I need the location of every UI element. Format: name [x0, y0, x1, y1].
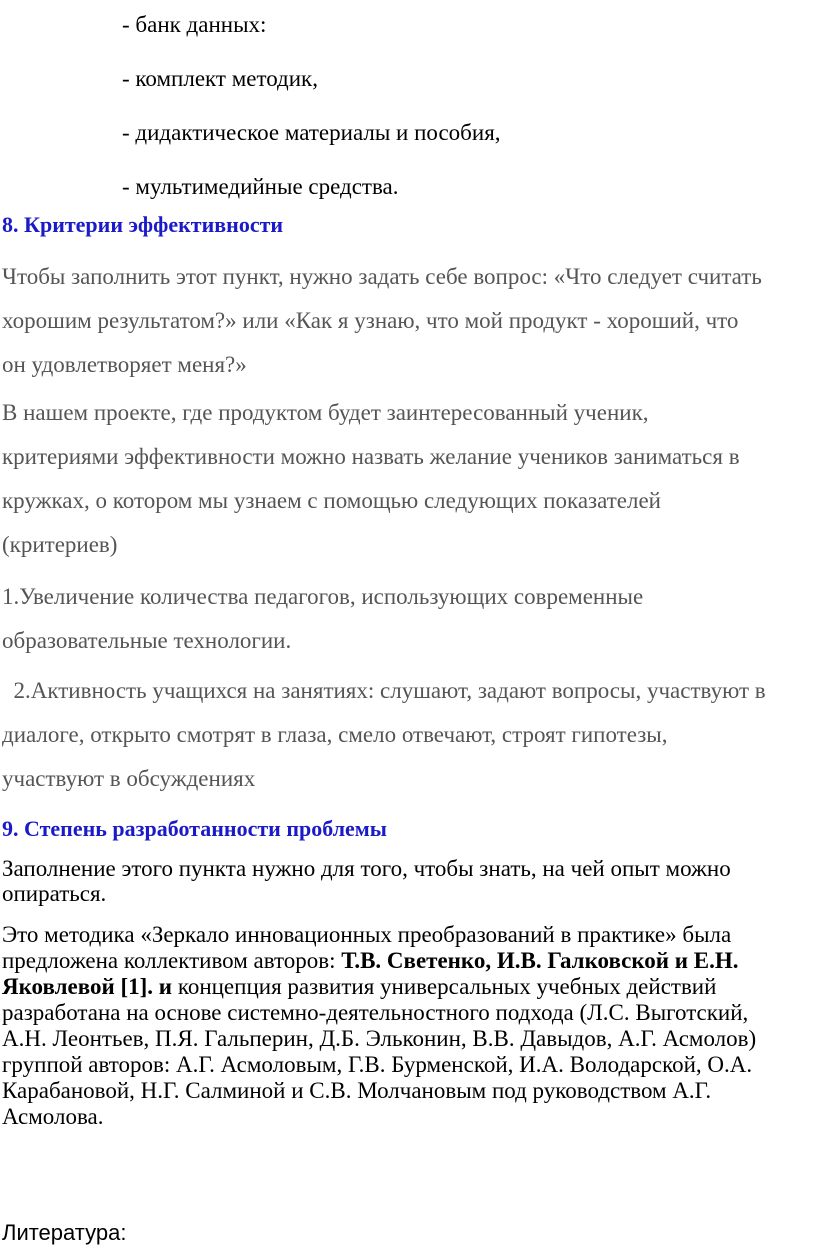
paragraph-text: концепция развития универсальных учебных действий [172, 974, 717, 999]
paragraph-line: Карабановой, Н.Г. Салминой и С.В. Молчановым под руководством А.Г. [2, 1078, 712, 1103]
criteria-item-1-line: 1.Увеличение количества педагогов, использующих современные [2, 584, 644, 609]
paragraph-line [2, 948, 739, 974]
criteria-item-2-line: 2.Активность учащихся на занятиях: слушают, задают вопросы, участвуют в [2, 678, 766, 703]
paragraph-line: хорошим результатом?» или «Как я узнаю, что мой продукт - хороший, что [2, 308, 739, 333]
paragraph-line: Чтобы заполнить этот пункт, нужно задать себе вопрос: «Что следует считать [2, 264, 762, 289]
paragraph-line: критериями эффективности можно назвать желание учеников заниматься в [2, 444, 740, 469]
criteria-item-2-line: участвуют в обсуждениях [2, 766, 256, 791]
bullet-item: - мультимедийные средства. [122, 174, 399, 199]
authors-bold: Яковлевой [1]. и [2, 974, 173, 999]
paragraph-line: опираться. [2, 881, 107, 906]
paragraph-line: группой авторов: А.Г. Асмоловым, Г.В. Бурменской, И.А. Володарской, О.А. [2, 1052, 753, 1077]
bullet-item: - комплект методик, [122, 66, 318, 91]
criteria-item-1-line: образовательные технологии. [2, 628, 292, 653]
literature-label: Литература: [2, 1220, 127, 1245]
criteria-item-2-line: диалоге, открыто смотрят в глаза, смело отвечают, строят гипотезы, [2, 722, 668, 747]
paragraph-line: кружках, о котором мы узнаем с помощью следующих показателей [2, 488, 661, 513]
paragraph-text: предложена коллективом авторов: [2, 948, 342, 973]
section-9-heading: 9. Степень разработанности проблемы [2, 816, 387, 841]
authors-bold: Т.В. Светенко, И.В. Галковской и Е.Н. [341, 948, 739, 973]
paragraph-line: А.Н. Леонтьев, П.Я. Гальперин, Д.Б. Эльконин, В.В. Давыдов, А.Г. Асмолов) [2, 1026, 757, 1051]
bullet-item: - дидактическое материалы и пособия, [122, 120, 501, 145]
paragraph-line: разработана на основе системно-деятельностного подхода (Л.С. Выготский, [2, 1000, 749, 1025]
paragraph-line: Заполнение этого пункта нужно для того, чтобы знать, на чей опыт можно [2, 856, 731, 881]
section-8-heading: 8. Критерии эффективности [2, 212, 284, 237]
paragraph-line: Это методика «Зеркало инновационных преобразований в практике» была [2, 922, 732, 947]
paragraph-line: В нашем проекте, где продуктом будет заинтересованный ученик, [2, 400, 649, 425]
paragraph-line: он удовлетворяет меня?» [2, 352, 247, 377]
paragraph-line: (критериев) [2, 532, 118, 557]
paragraph-line [2, 974, 716, 1000]
paragraph-line: Асмолова. [2, 1104, 104, 1129]
bullet-item: - банк данных: [122, 12, 267, 37]
